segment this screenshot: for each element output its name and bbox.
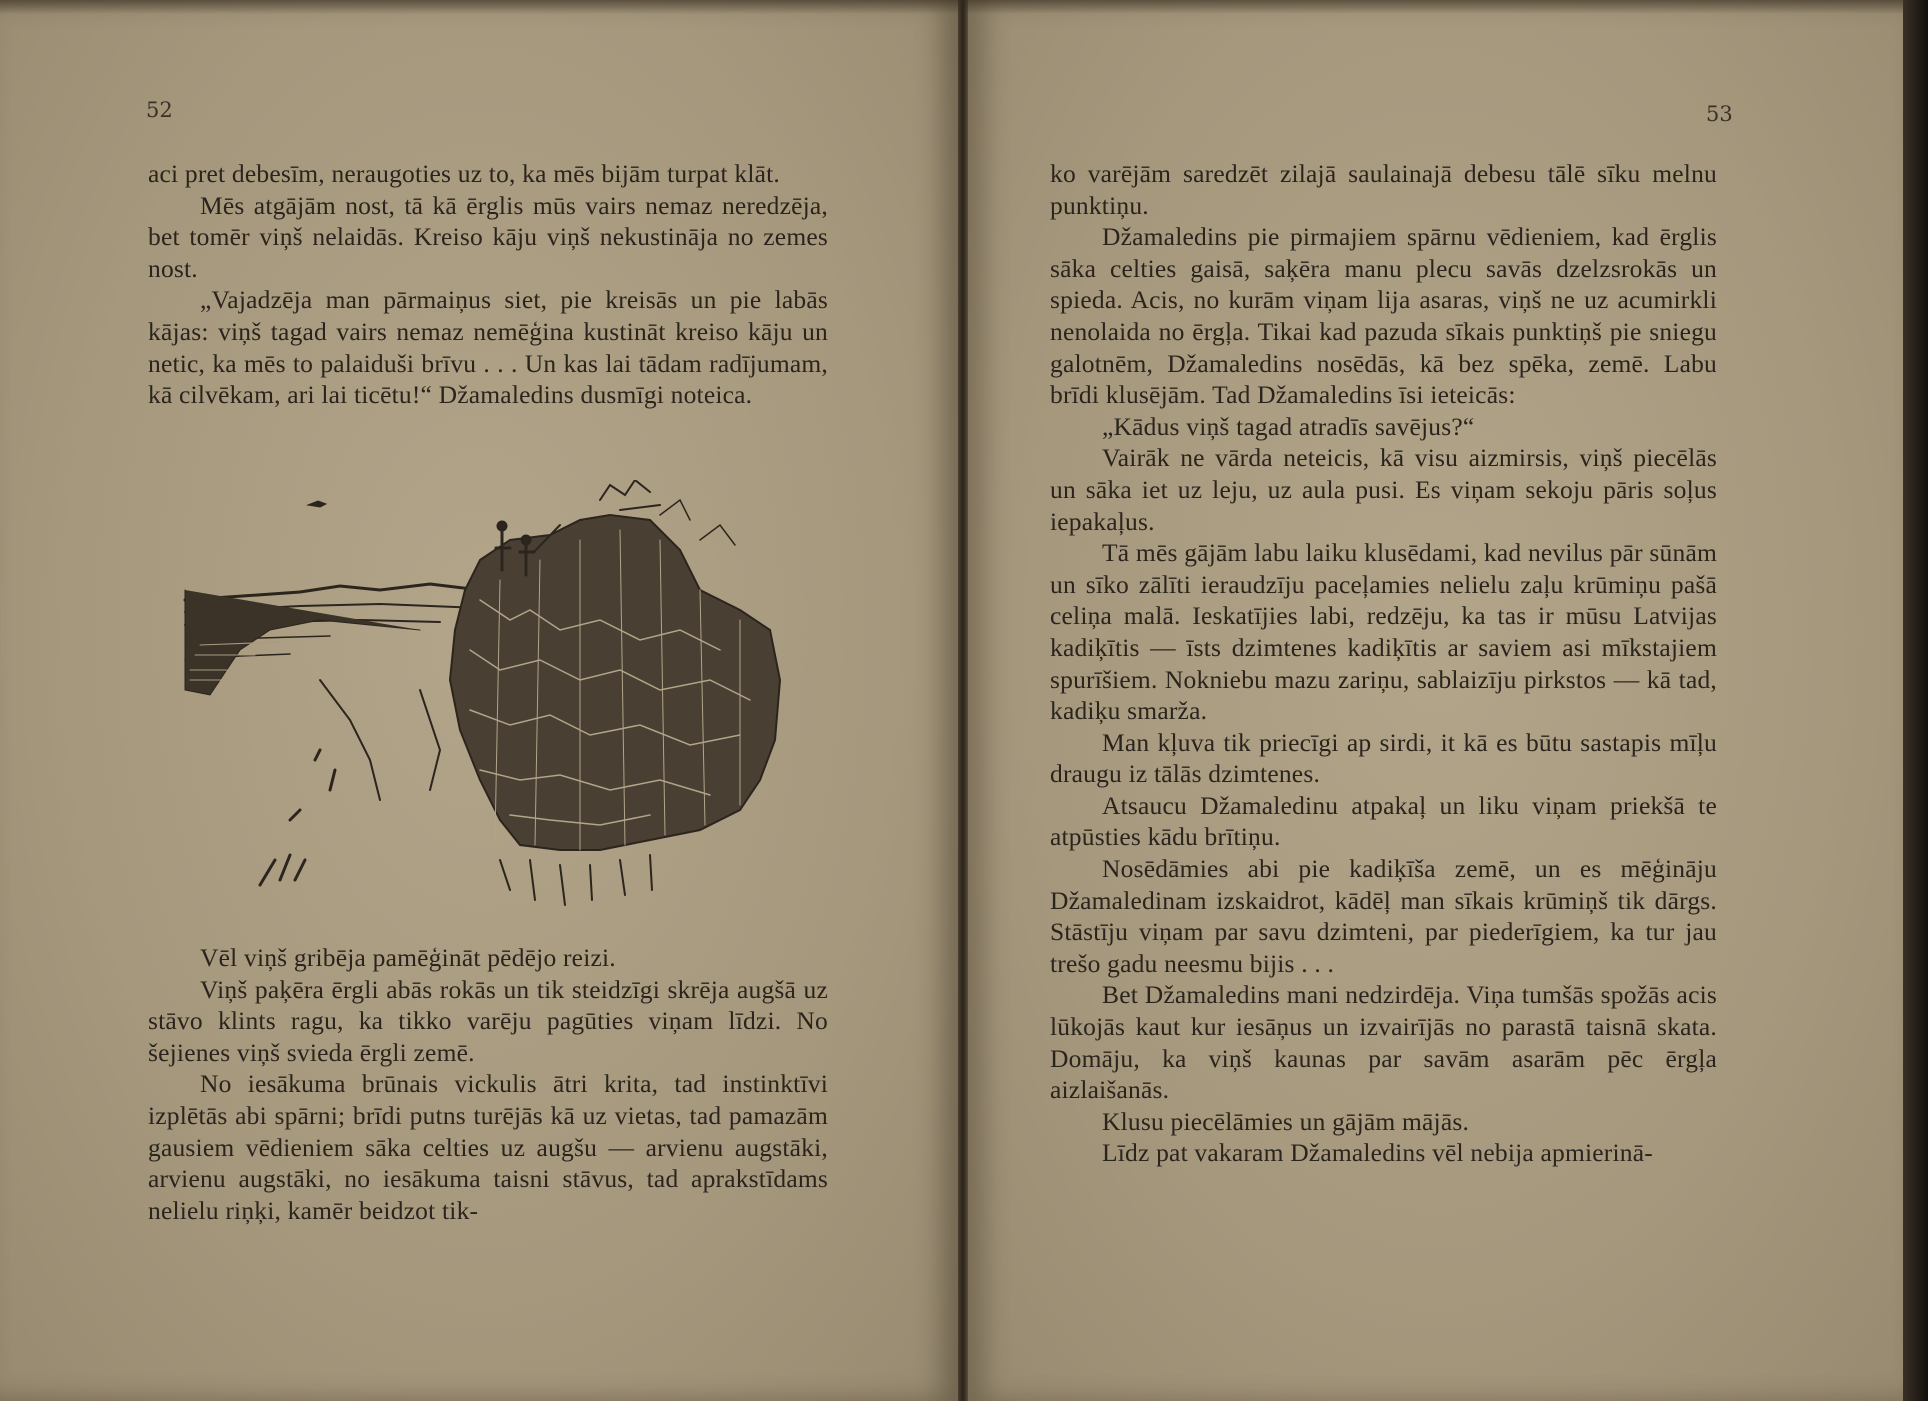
paragraph: No iesākuma brūnais vickulis ātri krita, tad instinktīvi izplētās abi spārni; brīdi putns turējās kā uz vietas, tad pamazām gausiem vēdieniem sāka celties uz augšu — arvienu augstāki, arvienu augstāki, no iesākuma taisni stāvus, tad aprakstīdams nelielu riņķi, kamēr beidzot tik-: [148, 1069, 828, 1225]
paragraph: Līdz pat vakaram Džamaledins vēl nebija apmierinā-: [1102, 1138, 1653, 1168]
bird-icon: [308, 501, 326, 507]
right-text: [1050, 158, 1717, 1169]
left-text-bottom: [148, 942, 828, 1226]
paragraph: Atsaucu Džamaledinu atpakaļ un liku viņam priekšā te atpūsties kādu brītiņu.: [1050, 790, 1717, 852]
paragraph: ko varējām saredzēt zilajā saulainajā debesu tālē sīku melnu punktiņu.: [1050, 159, 1717, 220]
page-number-left: 52: [146, 98, 173, 122]
paragraph: Vairāk ne vārda neteicis, kā visu aizmirsis, viņš piecēlās un sāka iet uz leju, uz aula pusi. Es viņam sekoju pāris soļus iepakaļus.: [1050, 443, 1717, 536]
paragraph: „Kādus viņš tagad atradīs savējus?“: [1102, 411, 1475, 441]
book-gutter: [958, 0, 968, 1401]
right-page: [966, 0, 1903, 1401]
paragraph: Nosēdāmies abi pie kadiķīša zemē, un es mēģināju Džamaledinam izskaidrot, kādēļ man sīkais krūmiņš tik dārgs. Stāstīju viņam par savu dzimteni, par piederīgiem, ka tur jau trešo gadu neesmu bijis . . .: [1050, 854, 1717, 978]
paragraph: Vēl viņš gribēja pamēģināt pēdējo reizi.: [200, 943, 616, 972]
page-number-right: 53: [1706, 102, 1733, 126]
paragraph: aci pret debesīm, neraugoties uz to, ka mēs bijām turpat klāt.: [148, 159, 780, 188]
paragraph: Džamaledins pie pirmajiem spārnu vēdieniem, kad ērglis sāka celties gaisā, saķēra manu plecu savās dzelzsrokās un spieda. Acis, no kurām viņam lija asaras, viņš ne uz acumirkli nenolaida no ērgļa. Tikai kad pazuda sīkais punktiņš pie sniegu galotnēm, Džamaledins nosēdās, kā bez spēka, zemē. Labu brīdi klusējām. Tad Džamaledins īsi ieteicās:: [1050, 222, 1717, 410]
paragraph: Mēs atgājām nost, tā kā ērglis mūs vairs nemaz neredzēja, bet tomēr viņš nelaidās. Kreiso kāju viņš nekustināja no zemes nost.: [148, 190, 828, 283]
paragraph: Man kļuva tik priecīgi ap sirdi, it kā es būtu sastapis mīļu draugu iz tālās dzimtenes.: [1050, 727, 1717, 789]
paragraph: Tā mēs gājām labu laiku klusēdami, kad nevilus pār sūnām un sīko zālīti ieraudzīju paceļamies nelielu zaļu krūmiņu pašā celiņa malā. Ieskatījies labi, redzēju, ka tas ir mūsu Latvijas kadiķītis — īsts dzimtenes kadiķītis ar saviem asi mīkstajiem spurīšiem. Nokniebu mazu zariņu, sablaizīju pirkstos — kā tad, kadiķu smarža.: [1050, 538, 1717, 726]
paragraph: Viņš paķēra ērgli abās rokās un tik steidzīgi skrēja augšā uz stāvo klints ragu, ka tikko varēju pagūties viņam līdzi. No šejienes viņš svieda ērgli zemē.: [148, 974, 828, 1067]
left-page: [0, 0, 960, 1401]
top-shadow: [0, 0, 1903, 14]
paragraph: Klusu piecēlāmies un gājām mājās.: [1102, 1106, 1470, 1136]
eagle-cliff-engraving-icon: [180, 480, 790, 920]
page-edge: [1903, 0, 1928, 1401]
paragraph: Bet Džamaledins mani nedzirdēja. Viņa tumšās spožās acis lūkojās kaut kur iesāņus un izvairījās no parastā taisnā skata. Domāju, ka viņš kaunas par savām asarām pēc ērgļa aizlaišanās.: [1050, 980, 1717, 1105]
left-text-top: [148, 158, 828, 411]
paragraph: „Vajadzēja man pārmaiņus siet, pie kreisās un pie labās kājas: viņš tagad vairs nemaz nemēģina kustināt kreiso kāju un netic, ka mēs to palaiduši brīvu . . . Un kas lai tādam radījumam, kā cilvēkam, ari lai ticētu!“ Džamaledins dusmīgi noteica.: [148, 285, 828, 410]
